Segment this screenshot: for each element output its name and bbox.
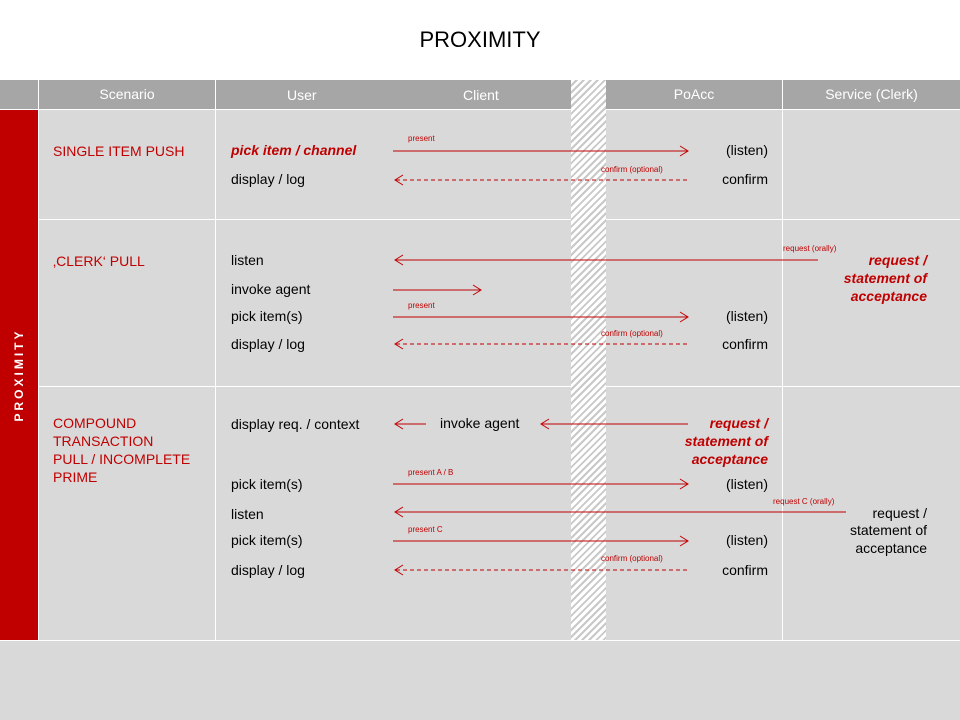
user-step-listen: listen <box>231 252 264 268</box>
user-step-pick-item: pick item / channel <box>231 142 357 158</box>
arrow-label-confirm: confirm (optional) <box>601 554 663 563</box>
page-title: PROXIMITY <box>419 27 541 52</box>
header-client: Client <box>463 87 499 103</box>
user-step-display-log: display / log <box>231 336 305 352</box>
header-user: User <box>287 87 317 103</box>
poacc-request-line2: statement of <box>684 433 768 449</box>
user-step-pick-items: pick item(s) <box>231 308 303 324</box>
poacc-request-line1: request / <box>709 415 768 431</box>
poacc-listen-ab: (listen) <box>725 476 768 492</box>
user-step-invoke-agent: invoke agent <box>231 281 311 297</box>
scenario-compound-line4: PRIME <box>53 469 98 485</box>
service-request-line2: statement of <box>843 270 927 286</box>
user-step-pick-items-c: pick item(s) <box>231 532 303 548</box>
service-request-line1: request / <box>868 252 927 268</box>
scenario-compound-line3: PULL / INCOMPLETE <box>53 451 191 467</box>
scenario-compound-line1: COMPOUND <box>53 415 137 431</box>
arrow-label-request-orally: request (orally) <box>783 244 837 253</box>
poacc-listen: (listen) <box>725 142 768 158</box>
poacc-listen-c: (listen) <box>725 532 768 548</box>
poacc-confirm: confirm <box>722 562 768 578</box>
client-invoke-agent: invoke agent <box>440 415 520 431</box>
user-step-display-log: display / log <box>231 562 305 578</box>
header-service: Service (Clerk) <box>783 80 960 109</box>
arrow-label-confirm: confirm (optional) <box>601 165 663 174</box>
service-request-c-line1: request / <box>872 505 927 521</box>
poacc-listen: (listen) <box>725 308 768 324</box>
side-label: PROXIMITY <box>12 328 26 422</box>
arrow-label-confirm: confirm (optional) <box>601 329 663 338</box>
service-request-line3: acceptance <box>850 288 927 304</box>
arrow-label-present: present <box>408 301 435 310</box>
user-step-display-req: display req. / context <box>231 416 360 432</box>
scenario-compound-line2: TRANSACTION <box>53 433 154 449</box>
arrow-label-request-c: request C (orally) <box>773 497 835 506</box>
header-poacc: PoAcc <box>606 80 782 109</box>
arrow-label-present-ab: present A / B <box>408 468 454 477</box>
user-step-listen: listen <box>231 506 264 522</box>
arrow-label-present: present <box>408 134 435 143</box>
scenario-clerk-pull: ‚CLERK‘ PULL <box>53 253 145 269</box>
service-request-c-line3: acceptance <box>855 540 927 556</box>
poacc-request-line3: acceptance <box>691 451 768 467</box>
user-step-display-log: display / log <box>231 171 305 187</box>
header-scenario: Scenario <box>39 80 215 109</box>
poacc-confirm: confirm <box>722 171 768 187</box>
poacc-confirm: confirm <box>722 336 768 352</box>
scenario-single-item-push: SINGLE ITEM PUSH <box>53 143 185 159</box>
arrow-label-present-c: present C <box>408 525 443 534</box>
user-step-pick-items: pick item(s) <box>231 476 303 492</box>
service-request-c-line2: statement of <box>849 522 927 538</box>
